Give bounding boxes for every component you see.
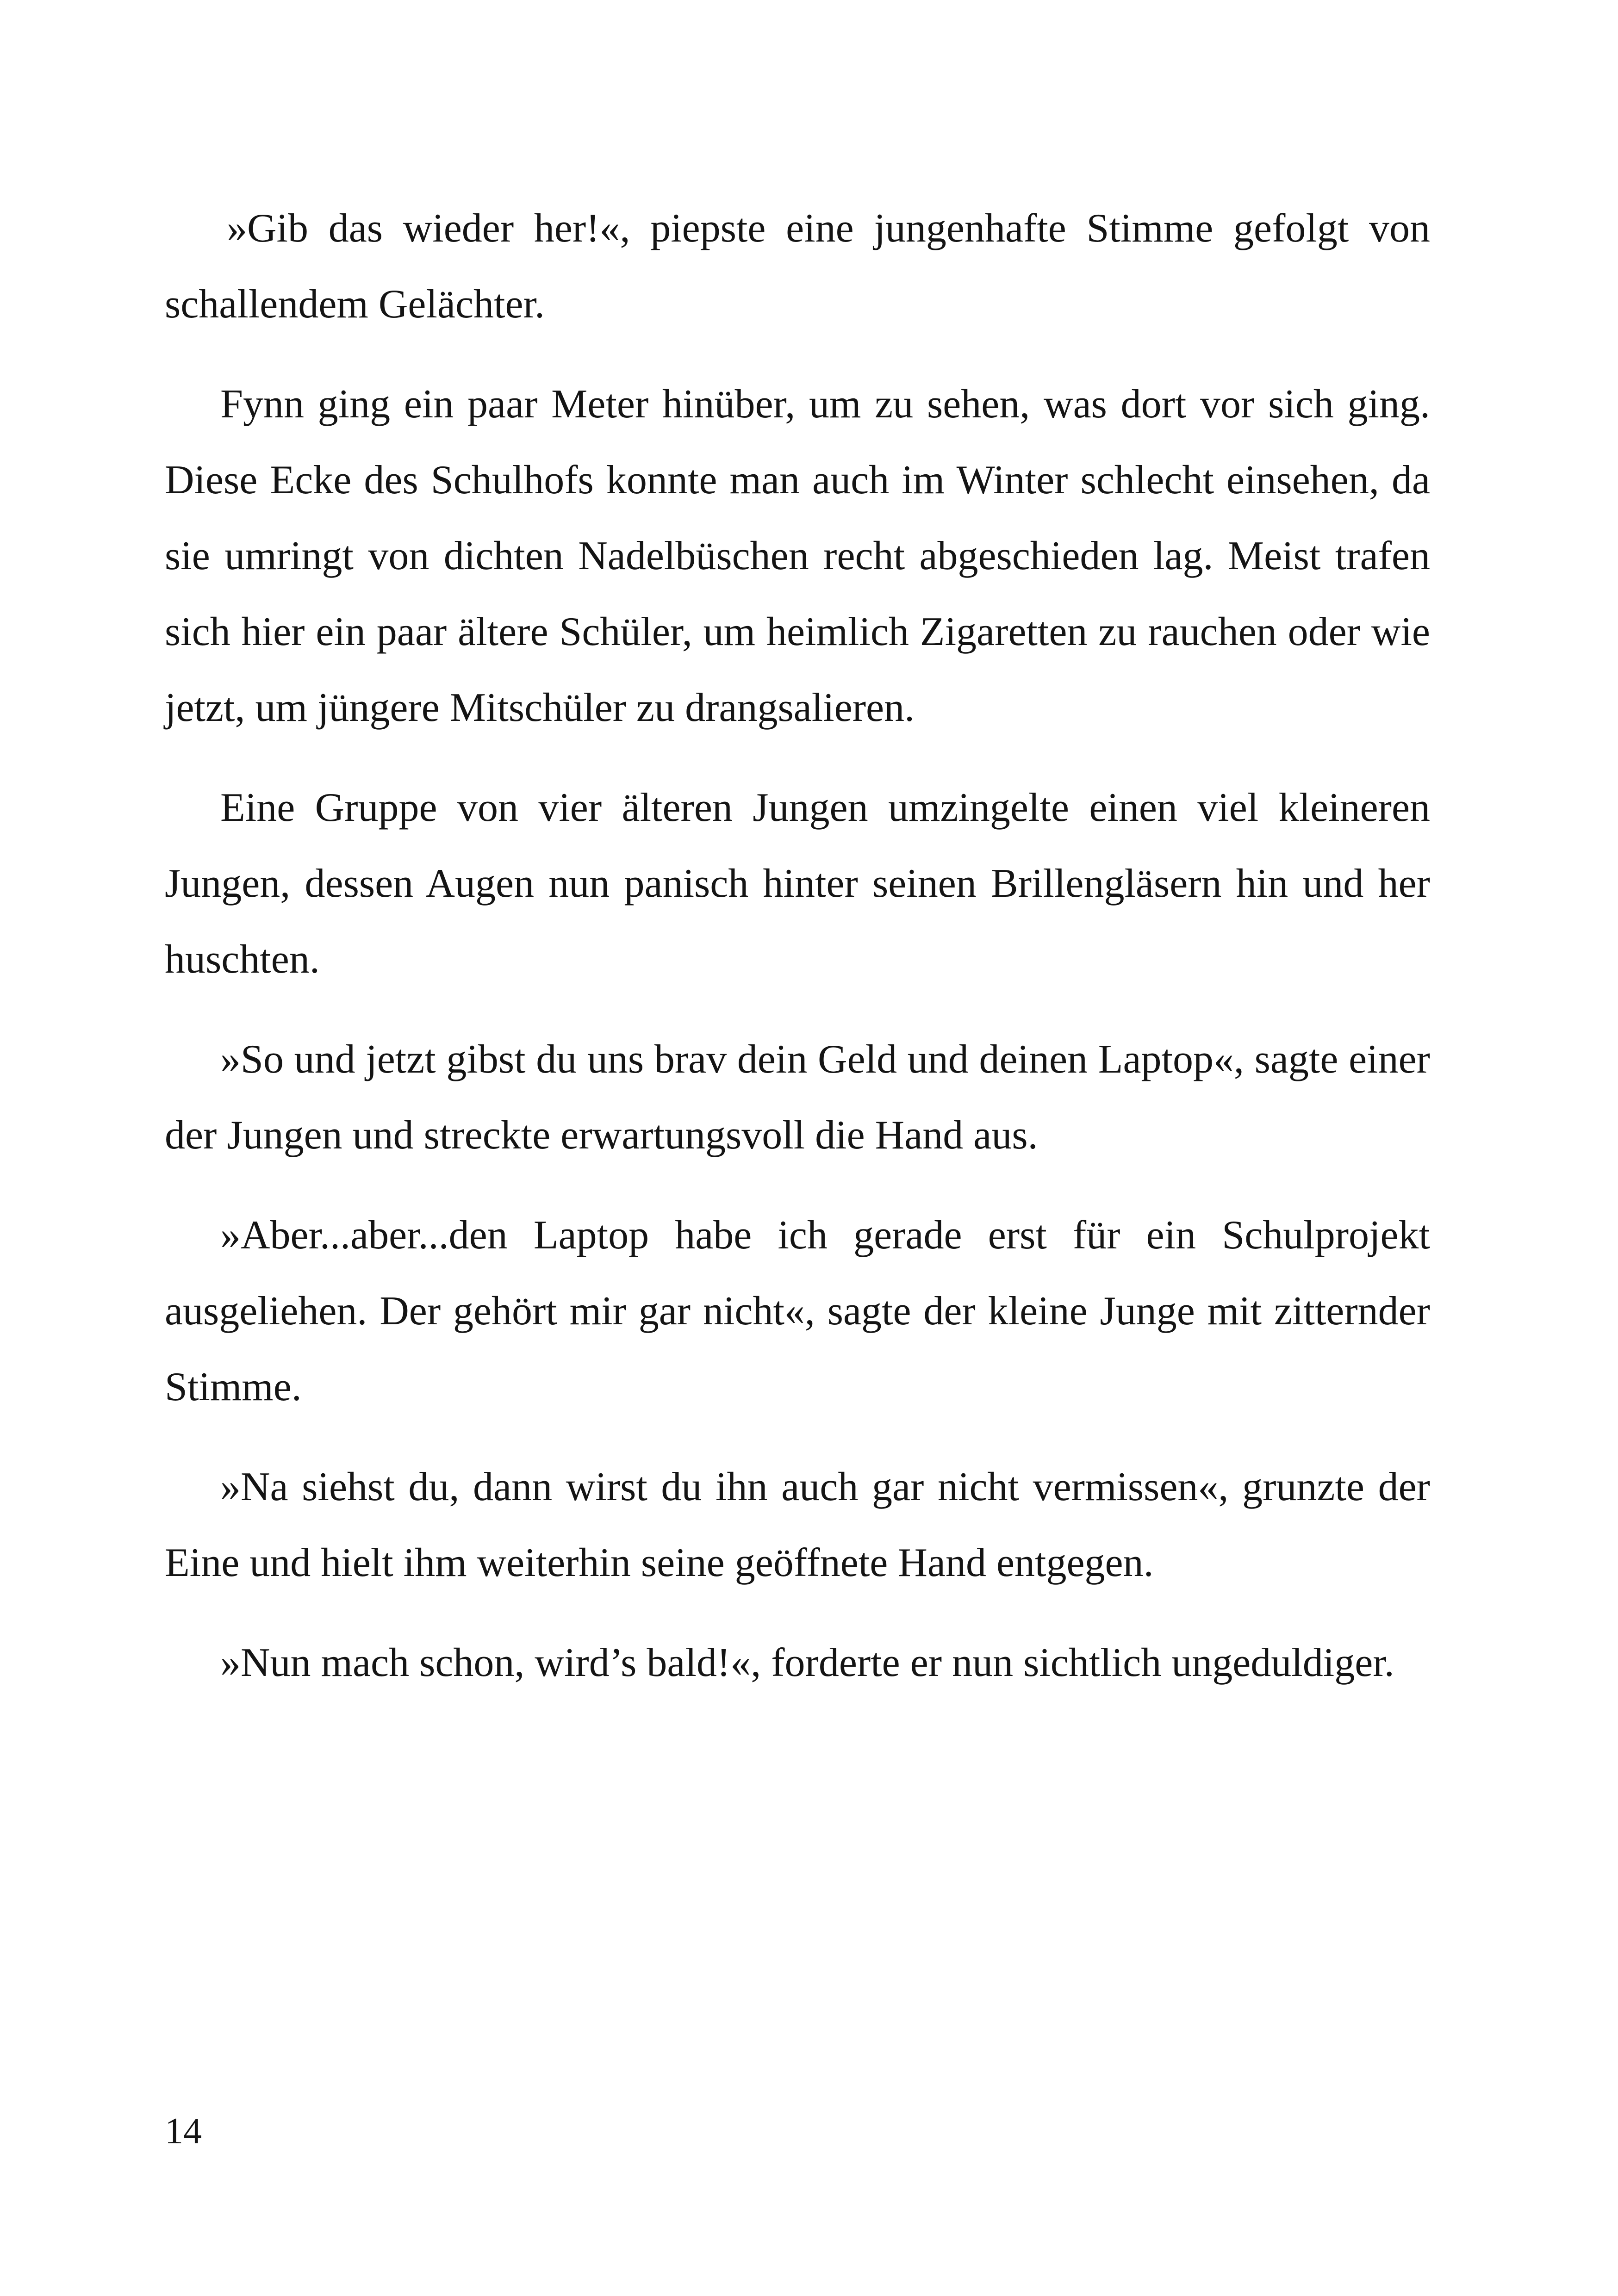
paragraph-1: »Gib das wieder her!«, piepste eine jungenhafte Stimme gefolgt von schallendem Gelächter. [165, 206, 1430, 327]
paragraph-5: »Aber...aber...den Laptop habe ich gerade erst für ein Schulprojekt ausgeliehen. Der gehört mir gar nicht«, sagte der kleine Junge mit zitternder Stimme. [165, 1213, 1430, 1409]
page-number: 14 [165, 2111, 202, 2152]
paragraph-2: Fynn ging ein paar Meter hinüber, um zu sehen, was dort vor sich ging. Diese Ecke des Schulhofs konnte man auch im Winter schlecht einsehen, da sie umringt von dichten Nadelbüschen recht abgeschieden lag. Meist trafen sich hier ein paar ältere Schüler, um heimlich Zigaretten zu rauchen oder wie jetzt, um jüngere Mitschüler zu drangsalieren. [165, 382, 1430, 730]
paragraph-4: »So und jetzt gibst du uns brav dein Geld und deinen Laptop«, sagte einer der Jungen und streckte erwartungsvoll die Hand aus. [165, 1037, 1430, 1158]
body-text [165, 191, 1430, 1725]
paragraph-7: »Nun mach schon, wird’s bald!«, forderte er nun sichtlich ungeduldiger. [220, 1640, 1394, 1685]
paragraph-3: Eine Gruppe von vier älteren Jungen umzingelte einen viel kleineren Jungen, dessen Augen nun panisch hinter seinen Brillengläsern hin und her huschten. [165, 785, 1430, 982]
paragraph-6: »Na siehst du, dann wirst du ihn auch gar nicht vermissen«, grunzte der Eine und hielt ihm weiterhin seine geöffnete Hand entgegen. [165, 1464, 1430, 1585]
